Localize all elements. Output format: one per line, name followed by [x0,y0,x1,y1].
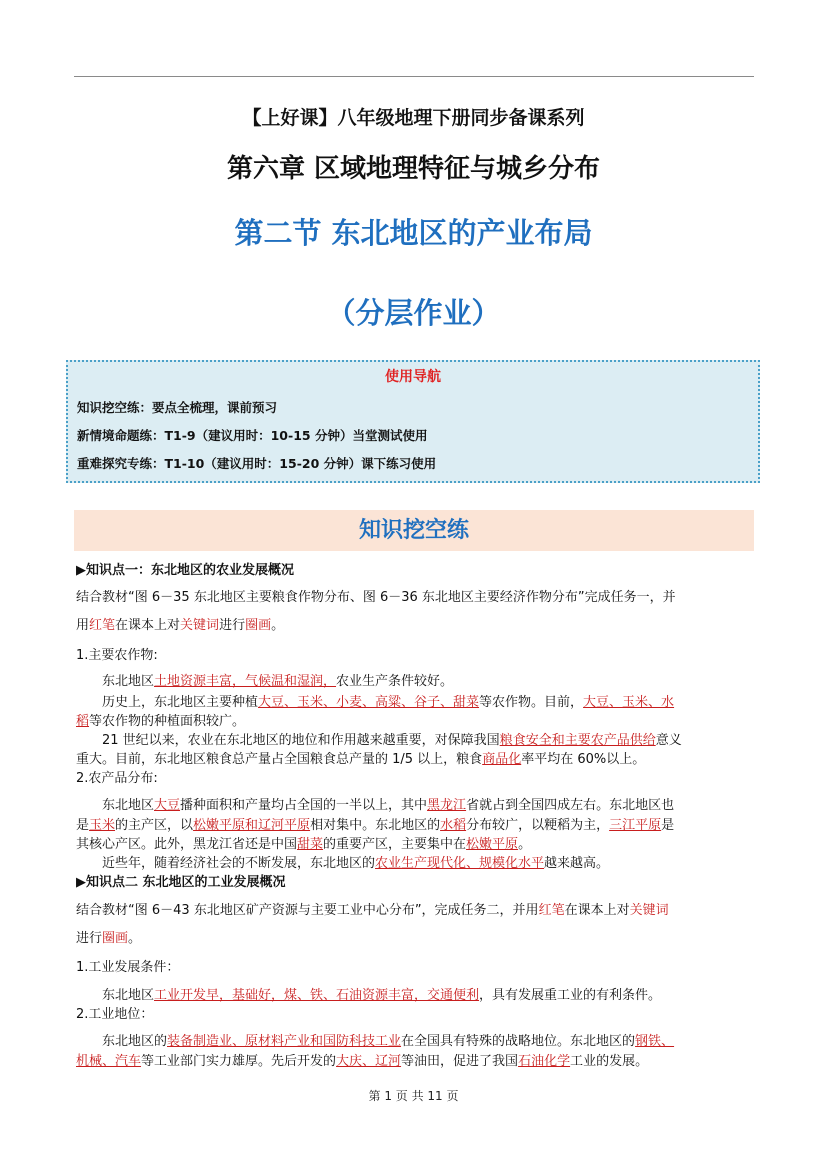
section-band-title: 知识挖空练 [74,510,754,551]
paragraph: 稻等农作物的种植面积较广。 [76,714,246,729]
paragraph: 重大。目前，东北地区粮食总产量占全国粮食总产量的 1/5 以上，粮食商品化率平均在 60%以上。 [76,752,646,767]
paragraph: 东北地区大豆播种面积和产量均占全国的一半以上，其中黑龙江省就占到全国四成左右。东北地区也 [102,798,675,813]
page-footer: 第 1 页 共 11 页 [368,1089,459,1103]
paragraph: 进行圈画。 [76,931,142,946]
series-title: 【上好课】八年级地理下册同步备课系列 [242,107,585,129]
chapter-title: 第六章 区域地理特征与城乡分布 [226,154,601,184]
subheading: 2.农产品分布: [76,771,158,786]
paragraph: 历史上，东北地区主要种植大豆、玉米、小麦、高粱、谷子、甜菜等农作物。目前，大豆、玉米、水 [102,695,675,710]
paragraph: 21 世纪以来，农业在东北地区的地位和作用越来越重要，对保障我国粮食安全和主要农产品供给意义 [102,733,682,748]
guide-line: 重难探究专练：T1-10（建议用时：15-20 分钟）课下练习使用 [77,456,437,471]
paragraph: 其核心产区。此外，黑龙江省还是中国甜菜的重要产区，主要集中在松嫩平原。 [76,837,532,852]
subheading: 2.工业地位： [76,1007,154,1022]
subheading: 1.主要农作物: [76,648,158,663]
guide-line: 新情境命题练：T1-9（建议用时：10-15 分钟）当堂测试使用 [77,428,428,443]
header-rule [74,76,754,77]
subheading: 1.工业发展条件： [76,960,180,975]
guide-line: 知识挖空练：要点全梳理，课前预习 [77,400,278,415]
paragraph: 是玉米的主产区，以松嫩平原和辽河平原相对集中。东北地区的水稻分布较广，以粳稻为主，三江平原是 [76,818,675,833]
paragraph: 结合教材“图 6－43 东北地区矿产资源与主要工业中心分布”，完成任务二，并用红笔在课本上对关键词 [76,903,669,918]
section-title: 第二节 东北地区的产业布局 [234,216,593,250]
paragraph: 结合教材“图 6－35 东北地区主要粮食作物分布、图 6－36 东北地区主要经济作物分布”完成任务一，并 [76,590,676,605]
paragraph: 东北地区的装备制造业、原材料产业和国防科技工业在全国具有特殊的战略地位。东北地区的钢铁、 [102,1034,675,1049]
knowledge-point-title: ▶知识点一：东北地区的农业发展概况 [76,563,294,578]
paragraph: 机械、汽车等工业部门实力雄厚。先后开发的大庆、辽河等油田，促进了我国石油化学工业的发展。 [76,1054,649,1069]
paragraph: 近些年，随着经济社会的不断发展，东北地区的农业生产现代化、规模化水平越来越高。 [102,856,610,871]
layer-subtitle: （分层作业） [326,296,501,330]
guide-title: 使用导航 [385,369,441,385]
knowledge-point-title: ▶知识点二 东北地区的工业发展概况 [76,875,286,890]
paragraph: 东北地区工业开发早，基础好，煤、铁、石油资源丰富，交通便利，具有发展重工业的有利条件。 [102,988,662,1003]
usage-guide-box [66,360,760,483]
paragraph: 东北地区土地资源丰富，气候温和湿润，农业生产条件较好。 [102,674,454,689]
paragraph: 用红笔在课本上对关键词进行圈画。 [76,618,285,633]
